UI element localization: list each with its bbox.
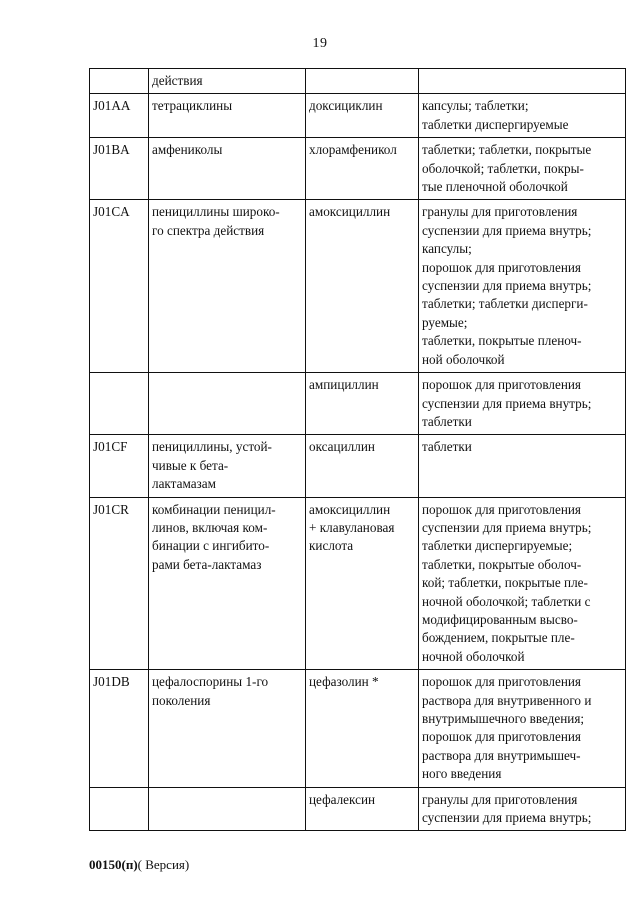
drug-name-cell (306, 435, 419, 497)
cell-text-line: руемые; (422, 314, 468, 330)
atc-code-cell (90, 670, 149, 787)
atc-code-cell (90, 69, 149, 94)
pharmacological-group-cell (149, 435, 306, 497)
dosage-forms-cell (419, 435, 626, 497)
cell-text-line: тые пленочной оболочкой (422, 179, 568, 195)
cell-text-line: J01DB (93, 674, 130, 690)
cell-text-line: суспензии для приема внутрь; (422, 810, 592, 826)
table-row (90, 373, 626, 435)
cell-text-line: гранулы для приготовления (422, 204, 578, 220)
cell-text-line: модифицированным высво- (422, 611, 578, 627)
cell-text-line: порошок для приготовления (422, 674, 582, 690)
cell-text-line: раствора для внутривенного и (422, 692, 592, 708)
drug-name-cell (306, 373, 419, 435)
cell-text-line: бождением, покрытые пле- (422, 630, 575, 646)
drug-name-cell (306, 69, 419, 94)
pharmacological-group-cell (149, 787, 306, 831)
cell-text-line: линов, включая ком- (152, 519, 268, 535)
document-id: 00150(п) (89, 857, 138, 872)
cell-text-line: действия (152, 73, 203, 88)
drug-name-cell (306, 94, 419, 138)
atc-code-cell (90, 435, 149, 497)
cell-text-line: го спектра действия (152, 222, 265, 238)
cell-text-line: оксациллин (309, 439, 375, 455)
dosage-forms-cell (419, 670, 626, 787)
drug-table (89, 68, 626, 831)
cell-text-line: цефалоспорины 1-го (152, 674, 269, 690)
cell-text-line: бинации с ингибито- (152, 538, 270, 554)
cell-text-line: доксициклин (309, 98, 383, 114)
cell-text-line: капсулы; таблетки; (422, 98, 529, 114)
atc-code-cell (90, 200, 149, 373)
cell-text-line: порошок для приготовления (422, 259, 582, 275)
cell-text-line: кислота (309, 538, 354, 554)
cell-text-line: хлорамфеникол (309, 142, 397, 158)
cell-text-line: порошок для приготовления (422, 729, 582, 745)
dosage-forms-cell (419, 69, 626, 94)
cell-text-line: ночной оболочкой (422, 648, 525, 664)
cell-text-line: пенициллины, устой- (152, 439, 272, 455)
atc-code-cell (90, 373, 149, 435)
pharmacological-group-cell (149, 497, 306, 670)
dosage-forms-cell (419, 497, 626, 670)
cell-text-line: таблетки диспергируемые (422, 116, 569, 132)
atc-code-cell (90, 787, 149, 831)
cell-text-line: амоксициллин (309, 501, 391, 517)
cell-text-line: капсулы; (422, 241, 472, 257)
table-row (90, 497, 626, 670)
drug-name-cell (306, 497, 419, 670)
cell-text-line: таблетки (422, 439, 472, 455)
pharmacological-group-cell (149, 138, 306, 200)
cell-text-line: таблетки, покрытые пленоч- (422, 333, 582, 349)
dosage-forms-cell (419, 94, 626, 138)
cell-text-line: J01BA (93, 142, 130, 158)
table-row (90, 670, 626, 787)
pharmacological-group-cell (149, 373, 306, 435)
cell-text-line: суспензии для приема внутрь; (422, 278, 592, 294)
drug-name-cell (306, 787, 419, 831)
atc-code-cell (90, 138, 149, 200)
cell-text-line: раствора для внутримышеч- (422, 747, 581, 763)
cell-text-line: комбинации пеницил- (152, 501, 276, 517)
cell-text-line: оболочкой; таблетки, покры- (422, 160, 584, 176)
atc-code-cell (90, 497, 149, 670)
cell-text-line: чивые к бета- (152, 457, 229, 473)
cell-text-line: таблетки; таблетки, покрытые (422, 142, 592, 158)
version-label: ( Версия) (137, 857, 190, 872)
cell-text-line: суспензии для приема внутрь; (422, 222, 592, 238)
dosage-forms-cell (419, 787, 626, 831)
drug-name-cell (306, 200, 419, 373)
cell-text-line: пенициллины широко- (152, 204, 280, 220)
pharmacological-group-cell (149, 94, 306, 138)
table-row (90, 435, 626, 497)
cell-text-line: суспензии для приема внутрь; (422, 395, 592, 411)
table-row (90, 200, 626, 373)
pharmacological-group-cell (149, 670, 306, 787)
drug-table-body (90, 69, 626, 831)
cell-text-line: таблетки, покрытые оболоч- (422, 556, 582, 572)
cell-text-line: амоксициллин (309, 204, 391, 220)
dosage-forms-cell (419, 200, 626, 373)
cell-text-line: цефалексин (309, 791, 376, 807)
table-row (90, 94, 626, 138)
cell-text-line: внутримышечного введения; (422, 711, 585, 726)
dosage-forms-cell (419, 373, 626, 435)
cell-text-line: J01AA (93, 98, 131, 114)
dosage-forms-cell (419, 138, 626, 200)
drug-name-cell (306, 670, 419, 787)
cell-text-line: ампициллин (309, 377, 379, 393)
cell-text-line: рами бета-лактамаз (152, 556, 262, 572)
cell-text-line: кой; таблетки, покрытые пле- (422, 575, 588, 591)
cell-text-line: J01CA (93, 204, 130, 220)
cell-text-line: амфениколы (152, 142, 223, 158)
cell-text-line: таблетки (422, 413, 472, 429)
page-number: 19 (312, 36, 328, 51)
cell-text-line: тетрациклины (152, 98, 233, 114)
cell-text-line: суспензии для приема внутрь; (422, 519, 592, 535)
table-row (90, 138, 626, 200)
cell-text-line: ной оболочкой (422, 351, 505, 367)
cell-text-line: ночной оболочкой; таблетки с (422, 593, 591, 609)
cell-text-line: цефазолин * (309, 674, 379, 690)
cell-text-line: таблетки; таблетки дисперги- (422, 296, 588, 312)
cell-text-line: порошок для приготовления (422, 501, 582, 517)
footer (89, 857, 189, 873)
table-row (90, 69, 626, 94)
cell-text-line: поколения (152, 692, 211, 708)
cell-text-line: порошок для приготовления (422, 377, 582, 393)
cell-text-line: лактамазам (152, 476, 216, 492)
cell-text-line: таблетки диспергируемые; (422, 538, 573, 554)
cell-text-line: J01CR (93, 501, 129, 517)
cell-text-line: ного введения (422, 766, 502, 782)
drug-name-cell (306, 138, 419, 200)
pharmacological-group-cell (149, 69, 306, 94)
cell-text-line: J01CF (93, 439, 128, 455)
atc-code-cell (90, 94, 149, 138)
cell-text-line: + клавулановая (309, 519, 395, 535)
pharmacological-group-cell (149, 200, 306, 373)
table-row (90, 787, 626, 831)
cell-text-line: гранулы для приготовления (422, 791, 578, 807)
